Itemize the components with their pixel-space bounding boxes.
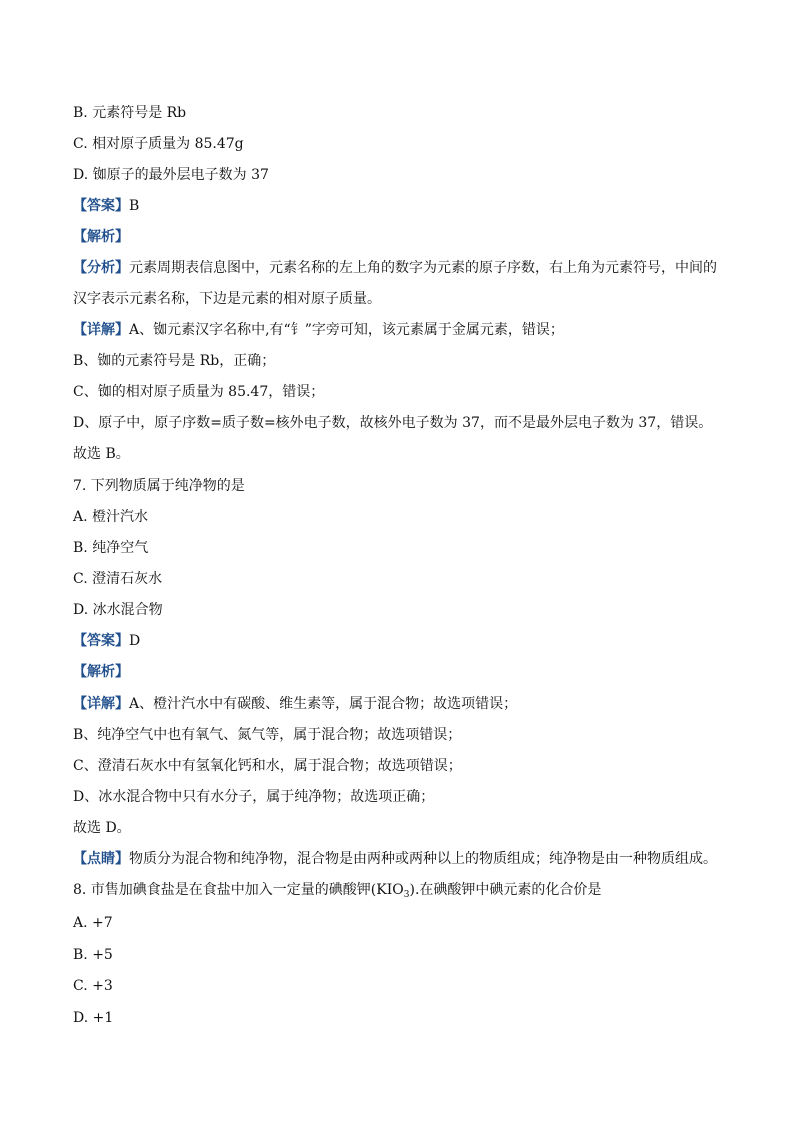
q8-stem: [73, 882, 601, 903]
q8-option-d: D. +1: [73, 1010, 114, 1026]
q7-option-c: C. 澄清石灰水: [73, 571, 163, 587]
q7-option-a: A. 橙汁汽水: [73, 509, 149, 525]
q6-detail-a: [73, 322, 564, 338]
q7-analysis-heading: [73, 664, 129, 680]
answer-tag: 【答案】: [73, 633, 129, 649]
q6-fenxi-line-2: 汉字表示元素名称，下边是元素的相对原子质量。: [73, 291, 381, 307]
dianjing-text: 物质分为混合物和纯净物，混合物是由两种或两种以上的物质组成；纯净物是由一种物质组成。: [129, 851, 717, 867]
q7-detail-b: B、纯净空气中也有氧气、氮气等，属于混合物；故选项错误；: [73, 727, 462, 743]
answer-tag: 【答案】: [73, 198, 129, 214]
q6-option-c: C. 相对原子质量为 85.47g: [73, 136, 244, 152]
q6-detail-d: D、原子中，原子序数=质子数=核外电子数，故核外电子数为 37，而不是最外层电子数为 37，错误。: [73, 415, 713, 431]
q6-detail-b: B、铷的元素符号是 Rb，正确；: [73, 353, 276, 369]
answer-value: D: [129, 633, 141, 649]
q7-detail-c: C、澄清石灰水中有氢氧化钙和水，属于混合物；故选项错误；: [73, 758, 462, 774]
q8-stem-after: ).在碘酸钾中碘元素的化合价是: [409, 882, 602, 898]
q7-option-b: B. 纯净空气: [73, 540, 149, 556]
q7-detail-d: D、冰水混合物中只有水分子，属于纯净物；故选项正确；: [73, 789, 435, 805]
detail-a-text: A、橙汁汽水中有碳酸、维生素等，属于混合物；故选项错误；: [129, 696, 518, 712]
q6-option-d: D. 铷原子的最外层电子数为 37: [73, 167, 269, 183]
q6-conclusion: 故选 B。: [73, 446, 130, 462]
detail-tag: 【详解】: [73, 322, 129, 338]
answer-value: B: [129, 198, 140, 214]
q8-option-c: C. +3: [73, 978, 113, 994]
q7-option-d: D. 冰水混合物: [73, 602, 163, 618]
dianjing-tag: 【点睛】: [73, 851, 129, 867]
fenxi-text-1: 元素周期表信息图中，元素名称的左上角的数字为元素的原子序数，右上角为元素符号，中间的: [129, 260, 717, 276]
q7-stem: 7. 下列物质属于纯净物的是: [73, 478, 245, 494]
q7-conclusion: 故选 D。: [73, 820, 131, 836]
q8-option-a: A. +7: [73, 915, 113, 931]
detail-a-text: A、铷元素汉字名称中,有“钅”字旁可知，该元素属于金属元素，错误；: [129, 322, 564, 338]
q7-dianjing: [73, 851, 717, 867]
q8-stem-subscript: 3: [403, 890, 410, 900]
q8-stem-before: 8. 市售加碘食盐是在食盐中加入一定量的碘酸钾(KIO: [73, 882, 404, 898]
fenxi-tag: 【分析】: [73, 260, 129, 276]
detail-tag: 【详解】: [73, 696, 129, 712]
q6-option-b: B. 元素符号是 Rb: [73, 105, 187, 121]
q6-fenxi-line-1: [73, 260, 717, 276]
analysis-tag: 【解析】: [73, 229, 129, 245]
q6-analysis-heading: [73, 229, 129, 245]
q6-detail-c: C、铷的相对原子质量为 85.47，错误；: [73, 384, 325, 400]
q7-detail-a: [73, 696, 517, 712]
q8-option-b: B. +5: [73, 947, 113, 963]
q6-answer-line: [73, 198, 139, 214]
analysis-tag: 【解析】: [73, 664, 129, 680]
q7-answer-line: [73, 633, 140, 649]
